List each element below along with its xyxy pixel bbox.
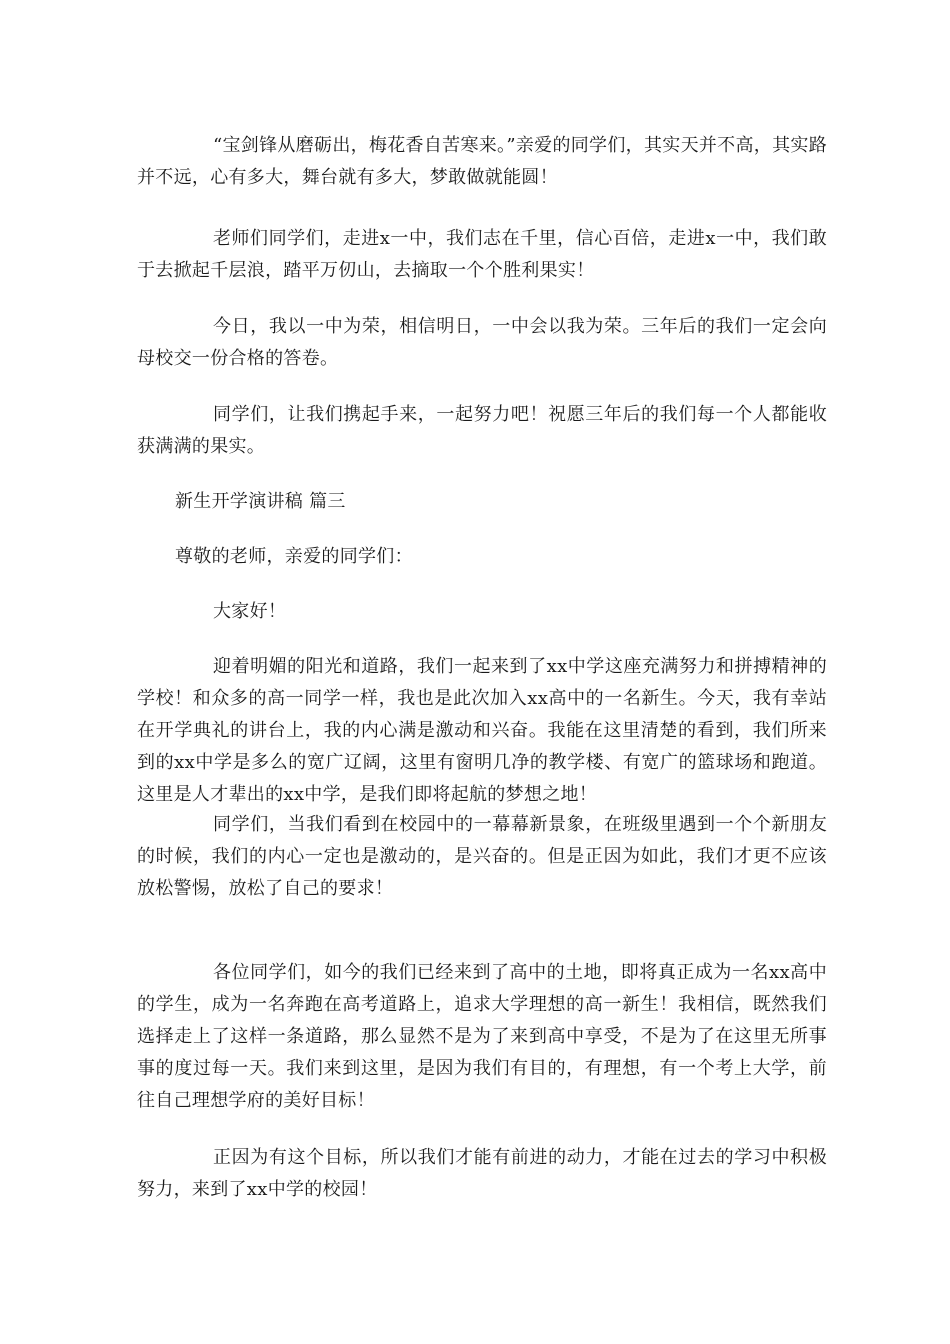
body-paragraph: 正因为有这个目标，所以我们才能有前进的动力，才能在过去的学习中积极努力，来到了xx中学的校园！ [137, 1147, 827, 1200]
body-paragraph: 迎着明媚的阳光和道路，我们一起来到了xx中学这座充满努力和拼搏精神的学校！和众多的高一同学一样，我也是此次加入xx高中的一名新生。今天，我有幸站在开学典礼的讲台上，我的内心满是激动和兴奋。我能在这里清楚的看到，我们所来到的xx中学是多么的宽广辽阔，这里有窗明几净的教学楼、有宽广的篮球场和跑道。这里是人才辈出的xx中学，是我们即将起航的梦想之地！ [137, 656, 827, 805]
body-paragraph: 各位同学们，如今的我们已经来到了高中的土地，即将真正成为一名xx高中的学生，成为一名奔跑在高考道路上，追求大学理想的高一新生！我相信，既然我们选择走上了这样一条道路，那么显然不是为了来到高中享受，不是为了在这里无所事事的度过每一天。我们来到这里，是因为我们有目的，有理想，有一个考上大学，前往自己理想学府的美好目标！ [137, 962, 827, 1111]
greeting: 大家好！ [213, 601, 287, 622]
body-paragraph: “宝剑锋从磨砺出，梅花香自苦寒来。”亲爱的同学们，其实天并不高，其实路并不远，心有多大，舞台就有多大，梦敢做就能圆！ [137, 135, 827, 188]
body-paragraph: 今日，我以一中为荣，相信明日，一中会以我为荣。三年后的我们一定会向母校交一份合格的答卷。 [137, 316, 827, 369]
salutation: 尊敬的老师，亲爱的同学们： [175, 546, 413, 567]
body-paragraph: 同学们，让我们携起手来，一起努力吧！祝愿三年后的我们每一个人都能收获满满的果实。 [137, 404, 827, 457]
section-heading: 新生开学演讲稿 篇三 [175, 491, 346, 512]
body-paragraph: 老师们同学们，走进x一中，我们志在千里，信心百倍，走进x一中，我们敢于去掀起千层浪，踏平万仞山，去摘取一个个胜利果实！ [137, 228, 827, 281]
body-paragraph: 同学们，当我们看到在校园中的一幕幕新景象，在班级里遇到一个个新朋友的时候，我们的内心一定也是激动的，是兴奋的。但是正因为如此，我们才更不应该放松警惕，放松了自己的要求！ [137, 814, 827, 899]
